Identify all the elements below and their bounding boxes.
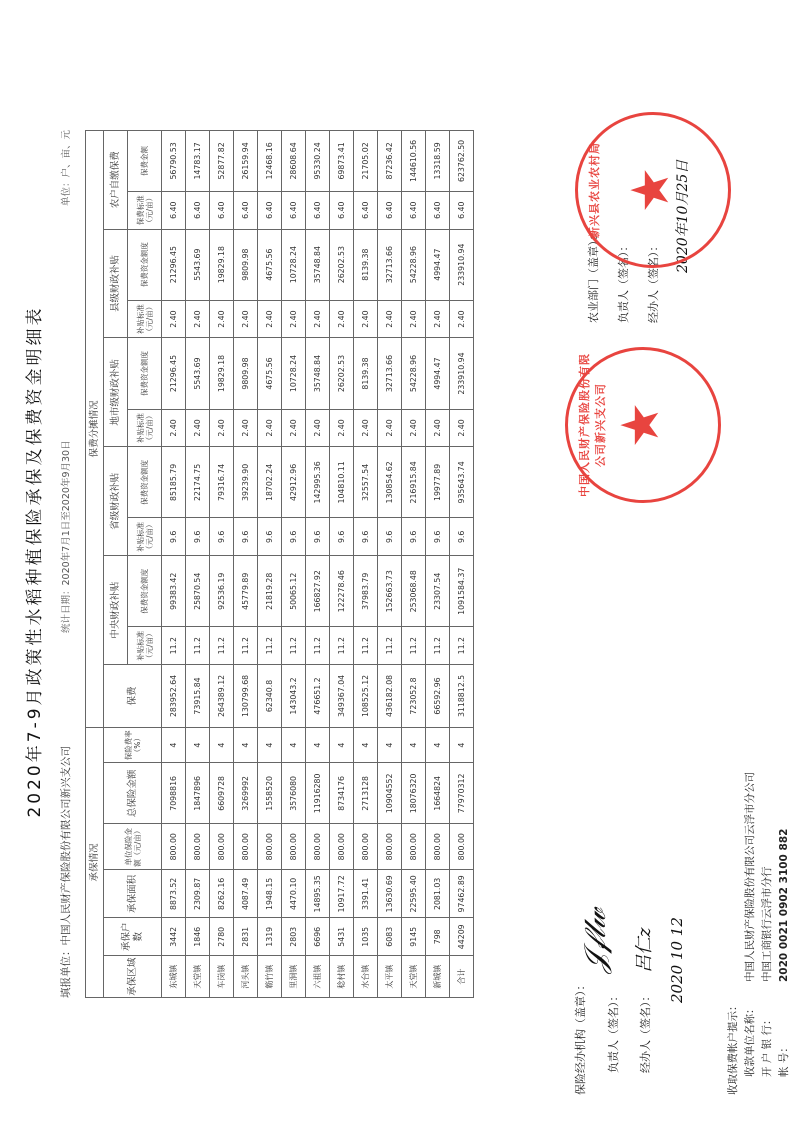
cell-unit-amount: 800.00 bbox=[354, 824, 378, 870]
cell-c-std: 11.2 bbox=[210, 627, 234, 665]
cell-unit-amount: 800.00 bbox=[426, 824, 450, 870]
cell-m-std: 2.40 bbox=[450, 409, 474, 447]
cell-m-std: 2.40 bbox=[402, 409, 426, 447]
cell-area: 10917.72 bbox=[330, 870, 354, 918]
header-provincial-amt: 保费资金额度 bbox=[128, 447, 162, 518]
cell-c-std: 11.2 bbox=[186, 627, 210, 665]
cell-total-amount: 1847896 bbox=[186, 763, 210, 824]
cell-households: 3442 bbox=[162, 918, 186, 956]
table-row bbox=[402, 131, 426, 998]
header-premium: 保费 bbox=[104, 665, 162, 728]
header-total-amount: 总保险金额 bbox=[104, 763, 162, 824]
cell-region: 东城镇 bbox=[162, 956, 186, 998]
cell-premium: 3118812.5 bbox=[450, 665, 474, 728]
cell-p-amt: 79316.74 bbox=[210, 447, 234, 518]
cell-total-amount: 1664824 bbox=[426, 763, 450, 824]
cell-m-amt: 9809.98 bbox=[234, 338, 258, 409]
cell-area: 4087.49 bbox=[234, 870, 258, 918]
cell-households: 6083 bbox=[378, 918, 402, 956]
unit-label: 单位：户、亩、元 bbox=[61, 130, 72, 207]
cell-m-std: 2.40 bbox=[354, 409, 378, 447]
cell-area: 3391.41 bbox=[354, 870, 378, 918]
header-municipal-std: 补贴标准（元/亩） bbox=[128, 409, 162, 447]
cell-m-std: 2.40 bbox=[162, 409, 186, 447]
cell-unit-amount: 800.00 bbox=[162, 824, 186, 870]
cell-c-std: 11.2 bbox=[282, 627, 306, 665]
cell-m-amt: 35748.84 bbox=[306, 338, 330, 409]
cell-total-amount: 18076320 bbox=[402, 763, 426, 824]
header-county: 县级财政补贴 bbox=[104, 229, 128, 338]
cell-p-std: 9.6 bbox=[354, 518, 378, 556]
header-households: 承保户数 bbox=[104, 918, 162, 956]
cell-x-std: 2.40 bbox=[378, 300, 402, 338]
cell-total-amount: 8734176 bbox=[330, 763, 354, 824]
cell-f-std: 6.40 bbox=[330, 191, 354, 229]
cell-premium: 436182.08 bbox=[378, 665, 402, 728]
cell-m-amt: 54228.96 bbox=[402, 338, 426, 409]
cell-f-amt: 52877.82 bbox=[210, 131, 234, 192]
cell-p-amt: 130854.62 bbox=[378, 447, 402, 518]
cell-c-std: 11.2 bbox=[402, 627, 426, 665]
cell-x-amt: 19829.18 bbox=[210, 229, 234, 300]
table-row bbox=[282, 131, 306, 998]
cell-p-amt: 935643.74 bbox=[450, 447, 474, 518]
header-central-amt: 保费资金额度 bbox=[128, 556, 162, 627]
cell-x-std: 2.40 bbox=[234, 300, 258, 338]
bank-label: 开 户 银 行： bbox=[761, 1014, 773, 1077]
cell-premium: 476651.2 bbox=[306, 665, 330, 728]
header-municipal-amt: 保费资金额度 bbox=[128, 338, 162, 409]
cell-region: 六祖镇 bbox=[306, 956, 330, 998]
cell-rate: 4 bbox=[402, 727, 426, 763]
cell-households: 1035 bbox=[354, 918, 378, 956]
cell-rate: 4 bbox=[162, 727, 186, 763]
cell-area: 2309.87 bbox=[186, 870, 210, 918]
payment-info bbox=[725, 772, 793, 1095]
cell-area: 2081.03 bbox=[426, 870, 450, 918]
cell-f-std: 6.40 bbox=[402, 191, 426, 229]
cell-f-amt: 623762.50 bbox=[450, 131, 474, 192]
cell-f-std: 6.40 bbox=[378, 191, 402, 229]
insurer-date: 2020 10 12 bbox=[668, 917, 686, 1003]
cell-m-amt: 32713.66 bbox=[378, 338, 402, 409]
cell-p-amt: 216915.84 bbox=[402, 447, 426, 518]
cell-unit-amount: 800.00 bbox=[450, 824, 474, 870]
cell-m-std: 2.40 bbox=[378, 409, 402, 447]
cell-region: 天堂镇 bbox=[186, 956, 210, 998]
cell-x-amt: 10728.24 bbox=[282, 229, 306, 300]
cell-x-std: 2.40 bbox=[186, 300, 210, 338]
cell-households: 798 bbox=[426, 918, 450, 956]
fill-unit: 填报单位：中国人民财产保险股份有限公司新兴支公司 bbox=[60, 746, 72, 998]
cell-total-amount: 3269992 bbox=[234, 763, 258, 824]
cell-region: 天堂镇 bbox=[402, 956, 426, 998]
cell-p-amt: 42912.96 bbox=[282, 447, 306, 518]
header-area: 承保面积 bbox=[104, 870, 162, 918]
cell-c-std: 11.2 bbox=[306, 627, 330, 665]
cell-total-amount: 7098816 bbox=[162, 763, 186, 824]
cell-p-amt: 142995.36 bbox=[306, 447, 330, 518]
cell-f-amt: 95330.24 bbox=[306, 131, 330, 192]
cell-m-std: 2.40 bbox=[330, 409, 354, 447]
cell-x-amt: 35748.84 bbox=[306, 229, 330, 300]
table-row bbox=[186, 131, 210, 998]
cell-c-std: 11.2 bbox=[162, 627, 186, 665]
cell-c-std: 11.2 bbox=[234, 627, 258, 665]
insurer-seal-text: 中国人民财产保险股份有限公司新兴支公司 bbox=[578, 353, 607, 497]
cell-m-std: 2.40 bbox=[234, 409, 258, 447]
cell-c-amt: 92536.19 bbox=[210, 556, 234, 627]
cell-p-std: 9.6 bbox=[282, 518, 306, 556]
table-row bbox=[210, 131, 234, 998]
cell-rate: 4 bbox=[186, 727, 210, 763]
cell-f-std: 6.40 bbox=[210, 191, 234, 229]
cell-f-amt: 12468.16 bbox=[258, 131, 282, 192]
header-region: 承保区域 bbox=[104, 956, 162, 998]
cell-unit-amount: 800.00 bbox=[402, 824, 426, 870]
agri-handler-label: 经办人（签名）： bbox=[647, 240, 660, 323]
cell-x-amt: 32713.66 bbox=[378, 229, 402, 300]
cell-region: 簕竹镇 bbox=[258, 956, 282, 998]
header-central-std: 补贴标准（元/亩） bbox=[128, 627, 162, 665]
cell-p-std: 9.6 bbox=[426, 518, 450, 556]
cell-premium: 264389.12 bbox=[210, 665, 234, 728]
cell-rate: 4 bbox=[330, 727, 354, 763]
cell-unit-amount: 800.00 bbox=[330, 824, 354, 870]
cell-p-std: 9.6 bbox=[162, 518, 186, 556]
cell-c-std: 11.2 bbox=[258, 627, 282, 665]
cell-c-amt: 50065.12 bbox=[282, 556, 306, 627]
table-body bbox=[162, 131, 474, 998]
header-county-amt: 保费资金额度 bbox=[128, 229, 162, 300]
account-number: 2020 0021 0902 3100 882 bbox=[778, 828, 790, 982]
cell-c-std: 11.2 bbox=[426, 627, 450, 665]
cell-c-amt: 45779.89 bbox=[234, 556, 258, 627]
header-central: 中央财政补贴 bbox=[104, 556, 128, 665]
cell-f-amt: 26159.94 bbox=[234, 131, 258, 192]
agri-seal-text: 新兴县农业农村局 bbox=[588, 142, 601, 238]
cell-unit-amount: 800.00 bbox=[210, 824, 234, 870]
cell-c-amt: 37983.79 bbox=[354, 556, 378, 627]
cell-x-amt: 8139.38 bbox=[354, 229, 378, 300]
cell-unit-amount: 800.00 bbox=[234, 824, 258, 870]
cell-households: 2780 bbox=[210, 918, 234, 956]
cell-premium: 349367.04 bbox=[330, 665, 354, 728]
principal-signature: 𝒥𝒻𝓁𝓌 bbox=[578, 908, 613, 973]
cell-region: 合计 bbox=[450, 956, 474, 998]
cell-p-amt: 19977.89 bbox=[426, 447, 450, 518]
cell-region: 稔村镇 bbox=[330, 956, 354, 998]
header-farmer: 农户自缴保费 bbox=[104, 131, 128, 230]
cell-premium: 143043.2 bbox=[282, 665, 306, 728]
cell-x-std: 2.40 bbox=[330, 300, 354, 338]
cell-c-amt: 1091584.37 bbox=[450, 556, 474, 627]
cell-area: 13630.69 bbox=[378, 870, 402, 918]
cell-x-amt: 26202.53 bbox=[330, 229, 354, 300]
header-municipal: 地市级财政补贴 bbox=[104, 338, 128, 447]
cell-x-amt: 54228.96 bbox=[402, 229, 426, 300]
cell-area: 8873.52 bbox=[162, 870, 186, 918]
cell-p-amt: 18702.24 bbox=[258, 447, 282, 518]
cell-rate: 4 bbox=[378, 727, 402, 763]
header-insured-group: 承保情况 bbox=[86, 727, 104, 997]
cell-f-amt: 144610.56 bbox=[402, 131, 426, 192]
cell-m-amt: 4675.56 bbox=[258, 338, 282, 409]
cell-households: 5431 bbox=[330, 918, 354, 956]
table-row bbox=[426, 131, 450, 998]
cell-rate: 4 bbox=[258, 727, 282, 763]
cell-c-amt: 25870.54 bbox=[186, 556, 210, 627]
cell-households: 9145 bbox=[402, 918, 426, 956]
account-label: 帐 号： bbox=[778, 1042, 790, 1077]
cell-p-amt: 39239.90 bbox=[234, 447, 258, 518]
cell-p-std: 9.6 bbox=[234, 518, 258, 556]
cell-total-amount: 6609728 bbox=[210, 763, 234, 824]
cell-rate: 4 bbox=[210, 727, 234, 763]
cell-area: 1948.15 bbox=[258, 870, 282, 918]
cell-p-std: 9.6 bbox=[378, 518, 402, 556]
table-row bbox=[330, 131, 354, 998]
cell-households: 1319 bbox=[258, 918, 282, 956]
cell-p-std: 9.6 bbox=[330, 518, 354, 556]
cell-rate: 4 bbox=[426, 727, 450, 763]
cell-p-std: 9.6 bbox=[258, 518, 282, 556]
cell-c-amt: 253068.48 bbox=[402, 556, 426, 627]
cell-x-amt: 5543.69 bbox=[186, 229, 210, 300]
cell-unit-amount: 800.00 bbox=[258, 824, 282, 870]
principal-label: 负责人（签名）： bbox=[607, 990, 620, 1073]
table-row bbox=[234, 131, 258, 998]
cell-p-amt: 22174.75 bbox=[186, 447, 210, 518]
cell-p-std: 9.6 bbox=[306, 518, 330, 556]
cell-total-amount: 77970312 bbox=[450, 763, 474, 824]
cell-households: 1846 bbox=[186, 918, 210, 956]
cell-f-amt: 56790.53 bbox=[162, 131, 186, 192]
cell-m-amt: 5543.69 bbox=[186, 338, 210, 409]
cell-c-std: 11.2 bbox=[354, 627, 378, 665]
header-rate: 保险费率（%） bbox=[104, 727, 162, 763]
cell-x-amt: 4994.47 bbox=[426, 229, 450, 300]
cell-region: 车岗镇 bbox=[210, 956, 234, 998]
header-county-std: 补贴标准（元/亩） bbox=[128, 300, 162, 338]
cell-m-std: 2.40 bbox=[426, 409, 450, 447]
cell-c-amt: 122278.46 bbox=[330, 556, 354, 627]
cell-x-std: 2.40 bbox=[162, 300, 186, 338]
header-farmer-amt: 保费金额 bbox=[128, 131, 162, 192]
table-row bbox=[258, 131, 282, 998]
cell-x-amt: 9809.98 bbox=[234, 229, 258, 300]
cell-premium: 130799.68 bbox=[234, 665, 258, 728]
cell-p-amt: 104810.11 bbox=[330, 447, 354, 518]
insurer-seal-label: 保险经办机构（盖章）： bbox=[574, 979, 587, 1095]
cell-m-std: 2.40 bbox=[186, 409, 210, 447]
cell-x-std: 2.40 bbox=[210, 300, 234, 338]
stat-period: 统计日期：2020年7月1日至2020年9月30日 bbox=[61, 440, 72, 633]
header-unit-amount: 单位保险金额（元/亩） bbox=[104, 824, 162, 870]
cell-c-std: 11.2 bbox=[330, 627, 354, 665]
cell-rate: 4 bbox=[234, 727, 258, 763]
cell-m-std: 2.40 bbox=[210, 409, 234, 447]
cell-p-std: 9.6 bbox=[186, 518, 210, 556]
cell-x-amt: 21296.45 bbox=[162, 229, 186, 300]
cell-f-std: 6.40 bbox=[282, 191, 306, 229]
table-row bbox=[378, 131, 402, 998]
cell-p-std: 9.6 bbox=[450, 518, 474, 556]
agri-date: 2020年10月25日 bbox=[675, 159, 691, 273]
cell-area: 22595.40 bbox=[402, 870, 426, 918]
cell-x-std: 2.40 bbox=[306, 300, 330, 338]
cell-f-amt: 28608.64 bbox=[282, 131, 306, 192]
cell-m-amt: 233910.94 bbox=[450, 338, 474, 409]
cell-unit-amount: 800.00 bbox=[186, 824, 210, 870]
agri-principal-label: 负责人（签名）： bbox=[617, 240, 630, 323]
cell-c-amt: 21819.28 bbox=[258, 556, 282, 627]
cell-m-amt: 8139.38 bbox=[354, 338, 378, 409]
cell-area: 14895.35 bbox=[306, 870, 330, 918]
cell-households: 2831 bbox=[234, 918, 258, 956]
header-provincial: 省级财政补贴 bbox=[104, 447, 128, 556]
table-row bbox=[162, 131, 186, 998]
cell-rate: 4 bbox=[450, 727, 474, 763]
page-title: 2020年7-9月政策性水稻种植保险承保及保费资金明细表 bbox=[25, 305, 45, 818]
cell-x-std: 2.40 bbox=[282, 300, 306, 338]
cell-f-std: 6.40 bbox=[426, 191, 450, 229]
header-farmer-std: 保费标准（元/亩） bbox=[128, 191, 162, 229]
cell-unit-amount: 800.00 bbox=[282, 824, 306, 870]
cell-f-std: 6.40 bbox=[258, 191, 282, 229]
cell-premium: 66592.96 bbox=[426, 665, 450, 728]
cell-m-std: 2.40 bbox=[282, 409, 306, 447]
cell-rate: 4 bbox=[354, 727, 378, 763]
star-icon: ★ bbox=[611, 401, 671, 449]
cell-premium: 108525.12 bbox=[354, 665, 378, 728]
cell-total-amount: 1558520 bbox=[258, 763, 282, 824]
header-provincial-std: 补贴标准（元/亩） bbox=[128, 518, 162, 556]
cell-x-std: 2.40 bbox=[450, 300, 474, 338]
cell-c-amt: 23307.54 bbox=[426, 556, 450, 627]
bank-name: 中国工商银行云浮市分行 bbox=[761, 866, 773, 982]
cell-m-amt: 21296.45 bbox=[162, 338, 186, 409]
cell-area: 4470.10 bbox=[282, 870, 306, 918]
cell-total-amount: 10904552 bbox=[378, 763, 402, 824]
cell-c-std: 11.2 bbox=[378, 627, 402, 665]
cell-households: 44209 bbox=[450, 918, 474, 956]
table-row bbox=[354, 131, 378, 998]
cell-households: 2803 bbox=[282, 918, 306, 956]
payee-name: 中国人民财产保险股份有限公司云浮市分公司 bbox=[744, 772, 756, 982]
cell-f-amt: 14783.17 bbox=[186, 131, 210, 192]
cell-premium: 62340.8 bbox=[258, 665, 282, 728]
cell-c-std: 11.2 bbox=[450, 627, 474, 665]
cell-region: 里洞镇 bbox=[282, 956, 306, 998]
cell-p-std: 9.6 bbox=[210, 518, 234, 556]
cell-f-amt: 21705.02 bbox=[354, 131, 378, 192]
cell-x-std: 2.40 bbox=[426, 300, 450, 338]
cell-x-amt: 4675.56 bbox=[258, 229, 282, 300]
cell-rate: 4 bbox=[306, 727, 330, 763]
cell-unit-amount: 800.00 bbox=[306, 824, 330, 870]
cell-p-amt: 85185.79 bbox=[162, 447, 186, 518]
cell-c-amt: 99383.42 bbox=[162, 556, 186, 627]
handler-signature: 呂仁z bbox=[634, 927, 655, 973]
cell-f-std: 6.40 bbox=[162, 191, 186, 229]
cell-unit-amount: 800.00 bbox=[378, 824, 402, 870]
cell-households: 6696 bbox=[306, 918, 330, 956]
cell-f-std: 6.40 bbox=[450, 191, 474, 229]
cell-total-amount: 3576080 bbox=[282, 763, 306, 824]
cell-x-std: 2.40 bbox=[402, 300, 426, 338]
cell-total-amount: 11916280 bbox=[306, 763, 330, 824]
cell-region: 太平镇 bbox=[378, 956, 402, 998]
handler-label: 经办人（签名）： bbox=[639, 990, 652, 1073]
cell-m-std: 2.40 bbox=[258, 409, 282, 447]
star-icon: ★ bbox=[621, 166, 681, 214]
header-premium-group: 保费分摊情况 bbox=[86, 131, 104, 728]
cell-f-amt: 13318.59 bbox=[426, 131, 450, 192]
total-row bbox=[450, 131, 474, 998]
cell-region: 河头镇 bbox=[234, 956, 258, 998]
cell-m-amt: 4994.47 bbox=[426, 338, 450, 409]
agri-seal-label: 农业部门（盖章）： bbox=[587, 229, 600, 323]
cell-premium: 283952.64 bbox=[162, 665, 186, 728]
cell-p-amt: 32557.54 bbox=[354, 447, 378, 518]
cell-c-amt: 166827.92 bbox=[306, 556, 330, 627]
cell-premium: 723052.8 bbox=[402, 665, 426, 728]
cell-m-amt: 26202.53 bbox=[330, 338, 354, 409]
cell-f-amt: 69873.41 bbox=[330, 131, 354, 192]
cell-f-std: 6.40 bbox=[186, 191, 210, 229]
payee-label: 收款单位名称： bbox=[744, 1003, 756, 1077]
cell-f-std: 6.40 bbox=[354, 191, 378, 229]
cell-area: 8262.16 bbox=[210, 870, 234, 918]
cell-p-std: 9.6 bbox=[402, 518, 426, 556]
cell-region: 新城镇 bbox=[426, 956, 450, 998]
table-row bbox=[306, 131, 330, 998]
cell-m-std: 2.40 bbox=[306, 409, 330, 447]
insurer-seal bbox=[565, 347, 721, 503]
cell-f-amt: 87236.42 bbox=[378, 131, 402, 192]
payment-heading: 收取保费帐户提示： bbox=[727, 1000, 739, 1095]
cell-f-std: 6.40 bbox=[234, 191, 258, 229]
cell-m-amt: 10728.24 bbox=[282, 338, 306, 409]
cell-x-amt: 233910.94 bbox=[450, 229, 474, 300]
cell-m-amt: 19829.18 bbox=[210, 338, 234, 409]
cell-total-amount: 2713128 bbox=[354, 763, 378, 824]
agri-seal bbox=[575, 112, 731, 268]
cell-x-std: 2.40 bbox=[354, 300, 378, 338]
cell-area: 97462.89 bbox=[450, 870, 474, 918]
cell-rate: 4 bbox=[282, 727, 306, 763]
cell-x-std: 2.40 bbox=[258, 300, 282, 338]
cell-premium: 73915.84 bbox=[186, 665, 210, 728]
cell-c-amt: 152663.73 bbox=[378, 556, 402, 627]
cell-f-std: 6.40 bbox=[306, 191, 330, 229]
cell-region: 水台镇 bbox=[354, 956, 378, 998]
premium-table bbox=[85, 130, 474, 998]
